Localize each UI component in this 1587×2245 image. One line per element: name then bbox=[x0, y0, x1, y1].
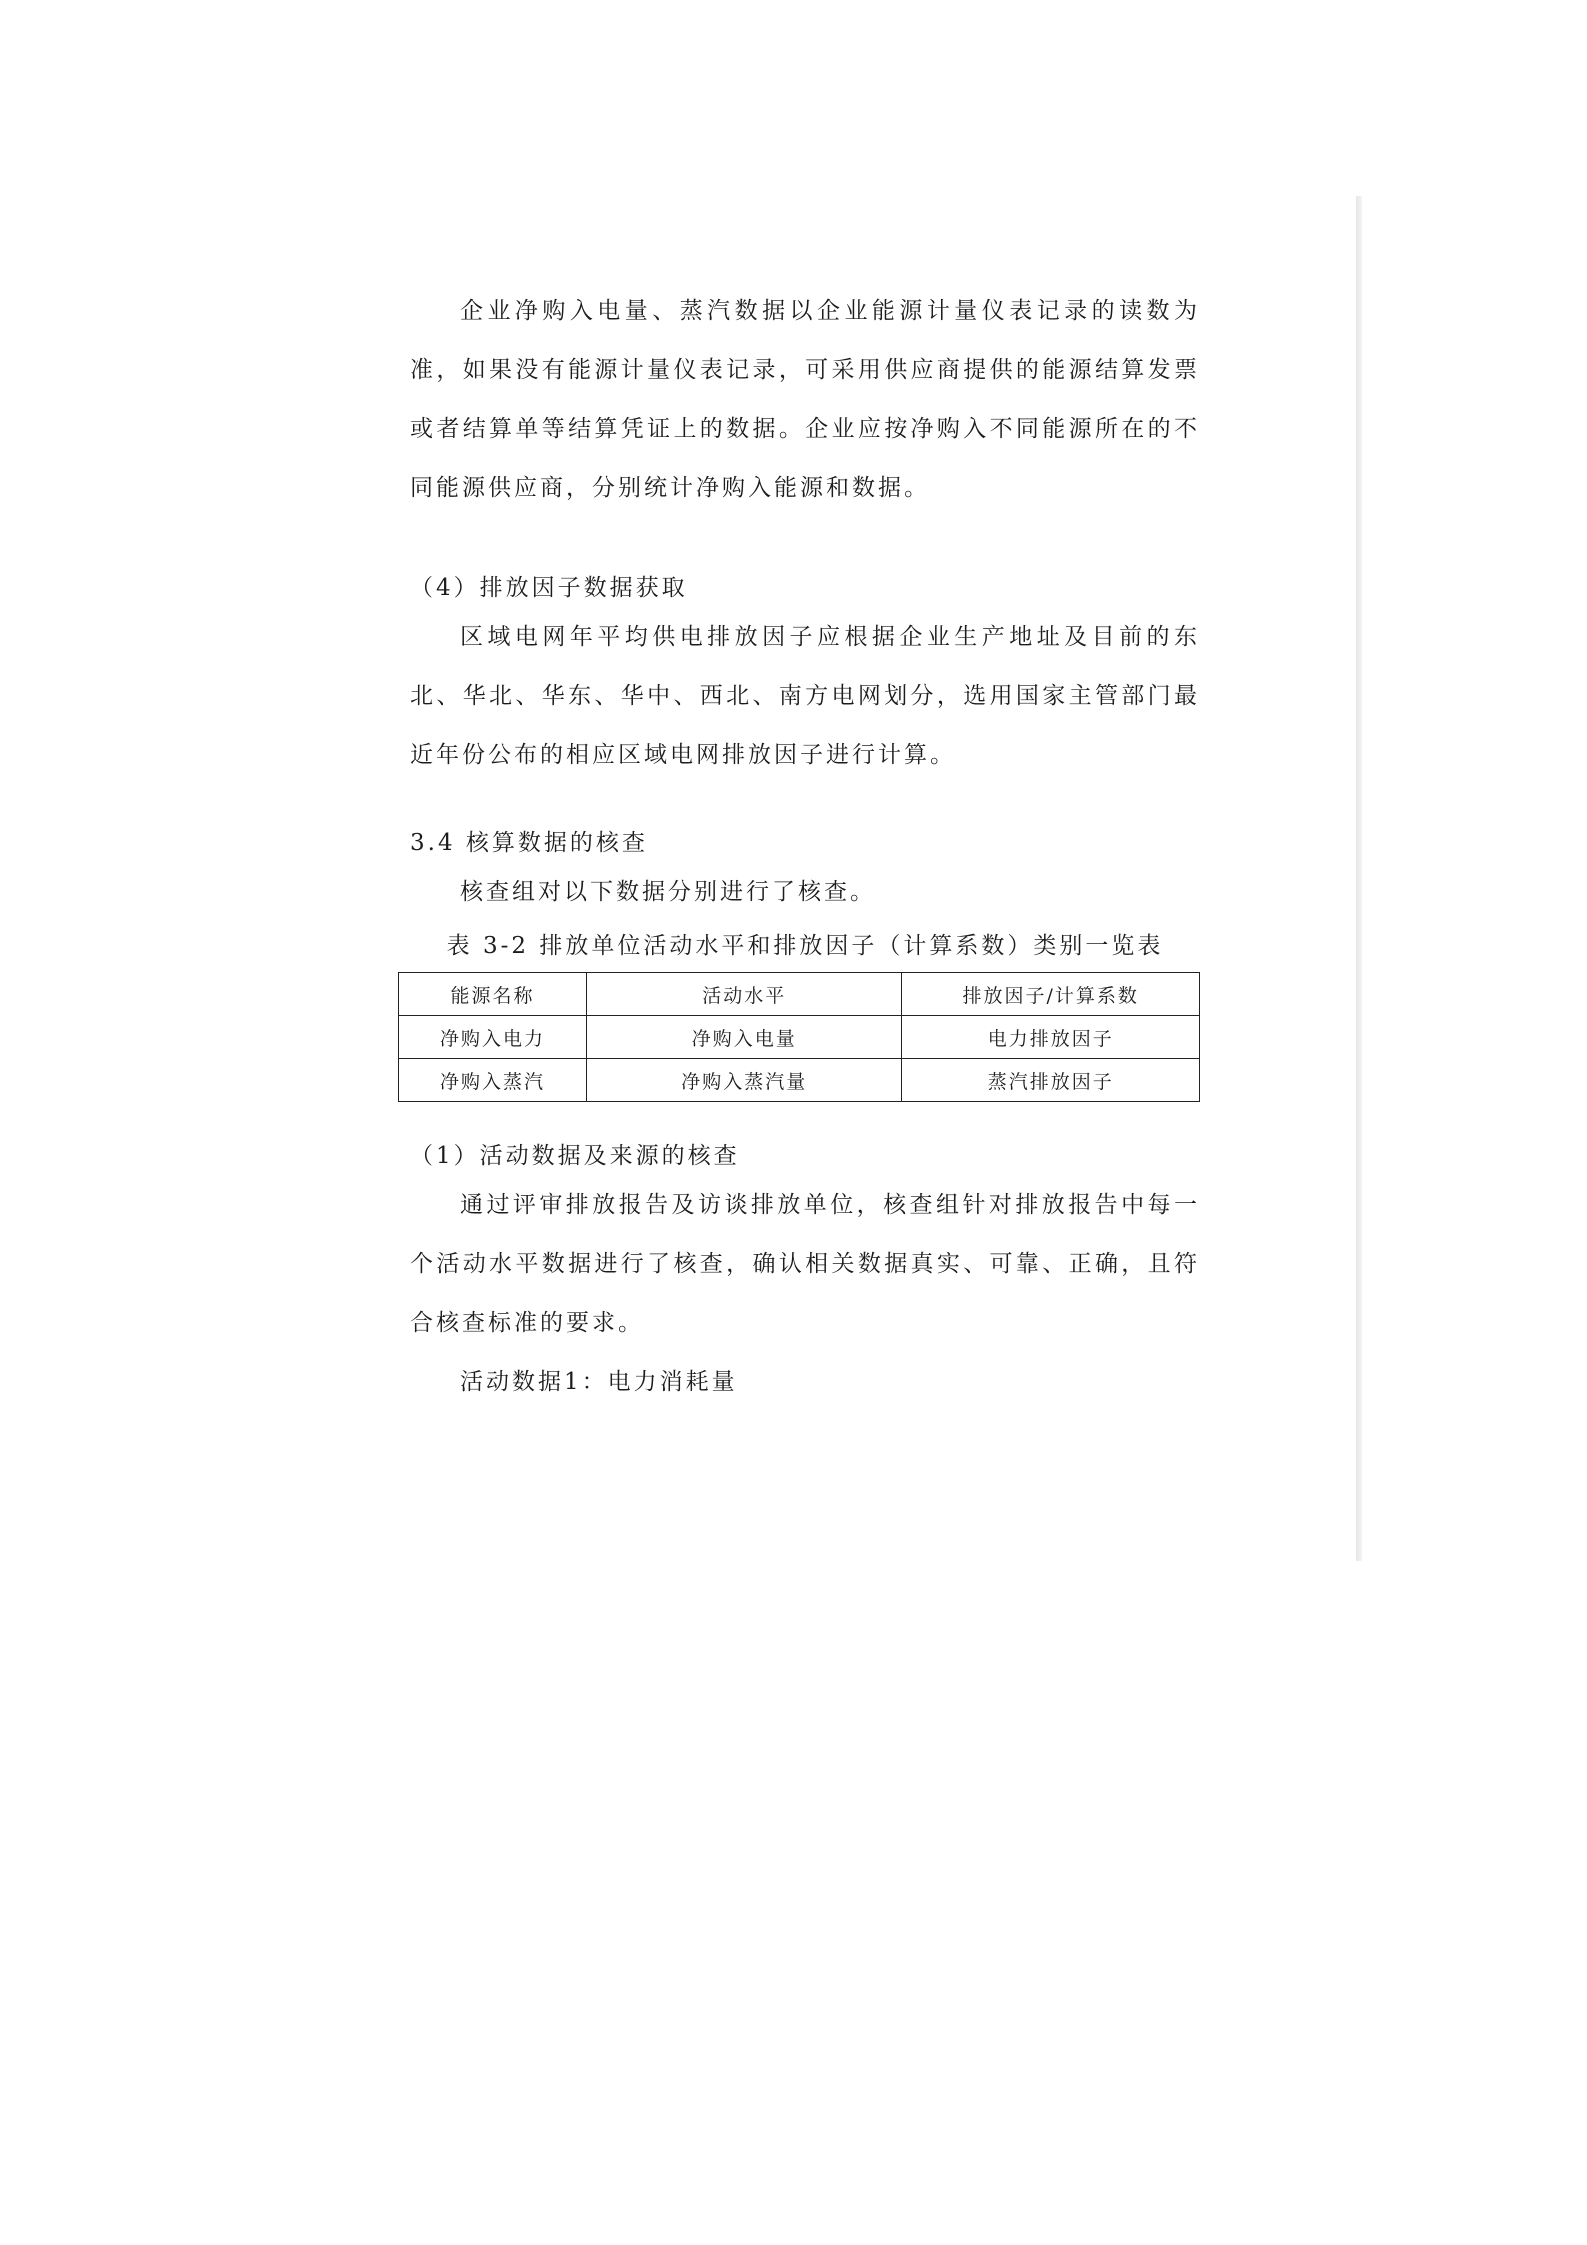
table-header-cell: 活动水平 bbox=[587, 973, 902, 1016]
table-row bbox=[399, 1016, 1200, 1059]
heading-emission-factor: （4）排放因子数据获取 bbox=[410, 575, 688, 601]
table-header-row bbox=[399, 973, 1200, 1016]
paragraph-grid-emission-factor: 区域电网年平均供电排放因子应根据企业生产地址及目前的东北、华北、华东、华中、西北、南方电网划分，选用国家主管部门最近年份公布的相应区域电网排放因子进行计算。 bbox=[410, 624, 1200, 768]
document-content bbox=[410, 282, 1200, 1412]
table-caption: 表 3-2 排放单位活动水平和排放因子（计算系数）类别一览表 bbox=[446, 933, 1164, 959]
section-heading-3-4: 3.4 核算数据的核查 bbox=[410, 830, 648, 856]
activity-factor-table bbox=[398, 972, 1200, 1102]
table-cell: 净购入电力 bbox=[399, 1016, 587, 1059]
table-cell: 蒸汽排放因子 bbox=[902, 1059, 1200, 1102]
paragraph-net-purchase-data: 企业净购入电量、蒸汽数据以企业能源计量仪表记录的读数为准，如果没有能源计量仪表记录，可采用供应商提供的能源结算发票或者结算单等结算凭证上的数据。企业应按净购入不同能源所在的不同能源供应商，分别统计净购入能源和数据。 bbox=[410, 298, 1200, 501]
table-row bbox=[399, 1059, 1200, 1102]
table-cell: 净购入蒸汽量 bbox=[587, 1059, 902, 1102]
table-cell: 电力排放因子 bbox=[902, 1016, 1200, 1059]
table-cell: 净购入电量 bbox=[587, 1016, 902, 1059]
page-edge-shadow bbox=[1356, 196, 1362, 1561]
paragraph-activity-data-1: 活动数据1：电力消耗量 bbox=[460, 1369, 738, 1395]
table-cell: 净购入蒸汽 bbox=[399, 1059, 587, 1102]
paragraph-activity-data-review: 通过评审排放报告及访谈排放单位，核查组针对排放报告中每一个活动水平数据进行了核查，确认相关数据真实、可靠、正确，且符合核查标准的要求。 bbox=[410, 1192, 1200, 1336]
heading-activity-data-check: （1）活动数据及来源的核查 bbox=[410, 1143, 740, 1169]
paragraph-verification-intro: 核查组对以下数据分别进行了核查。 bbox=[460, 879, 876, 905]
table-header-cell: 排放因子/计算系数 bbox=[902, 973, 1200, 1016]
table-header-cell: 能源名称 bbox=[399, 973, 587, 1016]
